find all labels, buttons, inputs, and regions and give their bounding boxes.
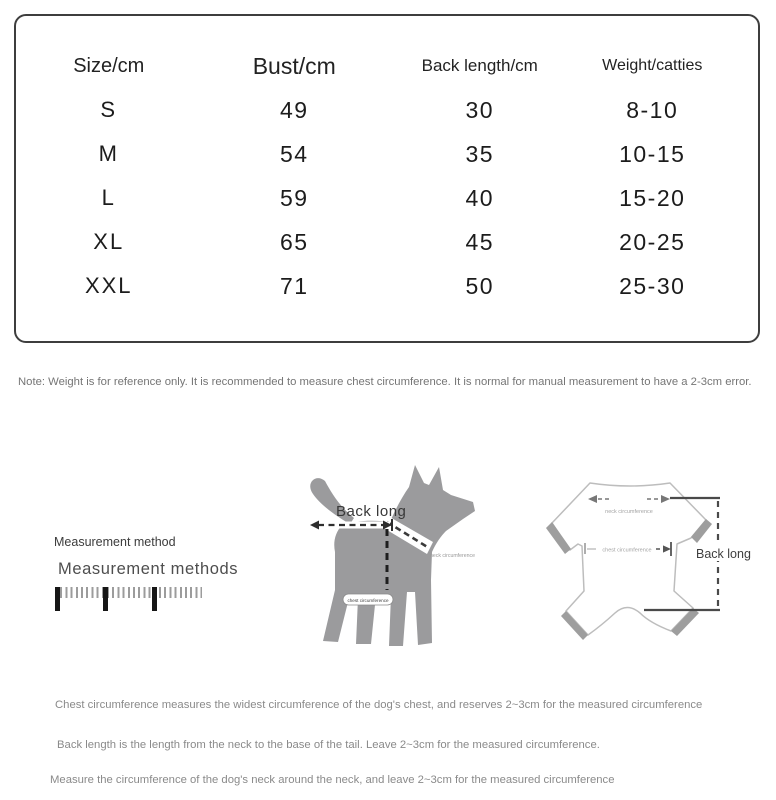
ruler-major-tick (55, 587, 60, 611)
dog-back-long-label: Back long (336, 503, 407, 520)
table-cell-bust: 65 (279, 228, 309, 255)
neck-measure-description: Measure the circumference of the dog's neck around the neck, and leave 2~3cm for the measured circumference (50, 774, 615, 786)
garment-back-long-label: Back long (696, 547, 751, 561)
dog-neck-label: neck circumference (430, 553, 475, 559)
table-cell-weight: 20-25 (619, 228, 686, 255)
table-cell-weight: 15-20 (619, 184, 686, 211)
table-cell-back: 40 (465, 184, 495, 211)
table-cell-bust: 71 (279, 272, 309, 299)
column-header-size: Size/cm (73, 54, 145, 77)
ruler-major-tick (103, 587, 108, 611)
garment-neck-label: neck circumference (605, 509, 653, 515)
table-cell-bust: 54 (279, 140, 309, 167)
garment-chest-label: chest circumference (602, 547, 652, 554)
table-cell-size: XXL (84, 273, 133, 298)
table-cell-size: S (100, 97, 118, 122)
table-cell-bust: 49 (279, 96, 309, 123)
column-header-weight: Weight/catties (602, 57, 703, 74)
column-header-back-length: Back length/cm (421, 56, 538, 75)
table-cell-weight: 25-30 (619, 272, 686, 299)
table-cell-weight: 10-15 (619, 140, 686, 167)
table-cell-back: 35 (465, 140, 495, 167)
table-cell-back: 50 (465, 272, 495, 299)
dog-measurement-diagram (280, 440, 520, 660)
size-table (14, 14, 760, 343)
chest-measure-description: Chest circumference measures the widest circumference of the dog's chest, and reserves 2~3cm for the measured circumference (55, 699, 703, 711)
measurement-methods-title: Measurement methods (58, 560, 239, 578)
table-cell-bust: 59 (279, 184, 309, 211)
back-length-description: Back length is the length from the neck to the base of the tail. Leave 2~3cm for the measured circumference. (57, 739, 600, 751)
reference-note: Note: Weight is for reference only. It is recommended to measure chest circumference. It is normal for manual measurement to have a 2-3cm error. (18, 376, 752, 388)
dog-chest-label: chest circumference (347, 598, 389, 603)
garment-outline (552, 483, 706, 635)
ruler-icon (55, 587, 202, 611)
table-cell-weight: 8-10 (626, 96, 679, 123)
ruler-ticks (55, 587, 202, 598)
ruler-major-tick (152, 587, 157, 611)
table-cell-back: 45 (465, 228, 495, 255)
table-cell-size: L (101, 185, 116, 210)
table-cell-size: M (98, 141, 119, 166)
table-cell-size: XL (93, 229, 125, 254)
measurement-method-label: Measurement method (54, 535, 176, 549)
column-header-bust: Bust/cm (252, 52, 336, 79)
table-cell-back: 30 (465, 96, 495, 123)
garment-measurement-diagram (530, 440, 776, 660)
